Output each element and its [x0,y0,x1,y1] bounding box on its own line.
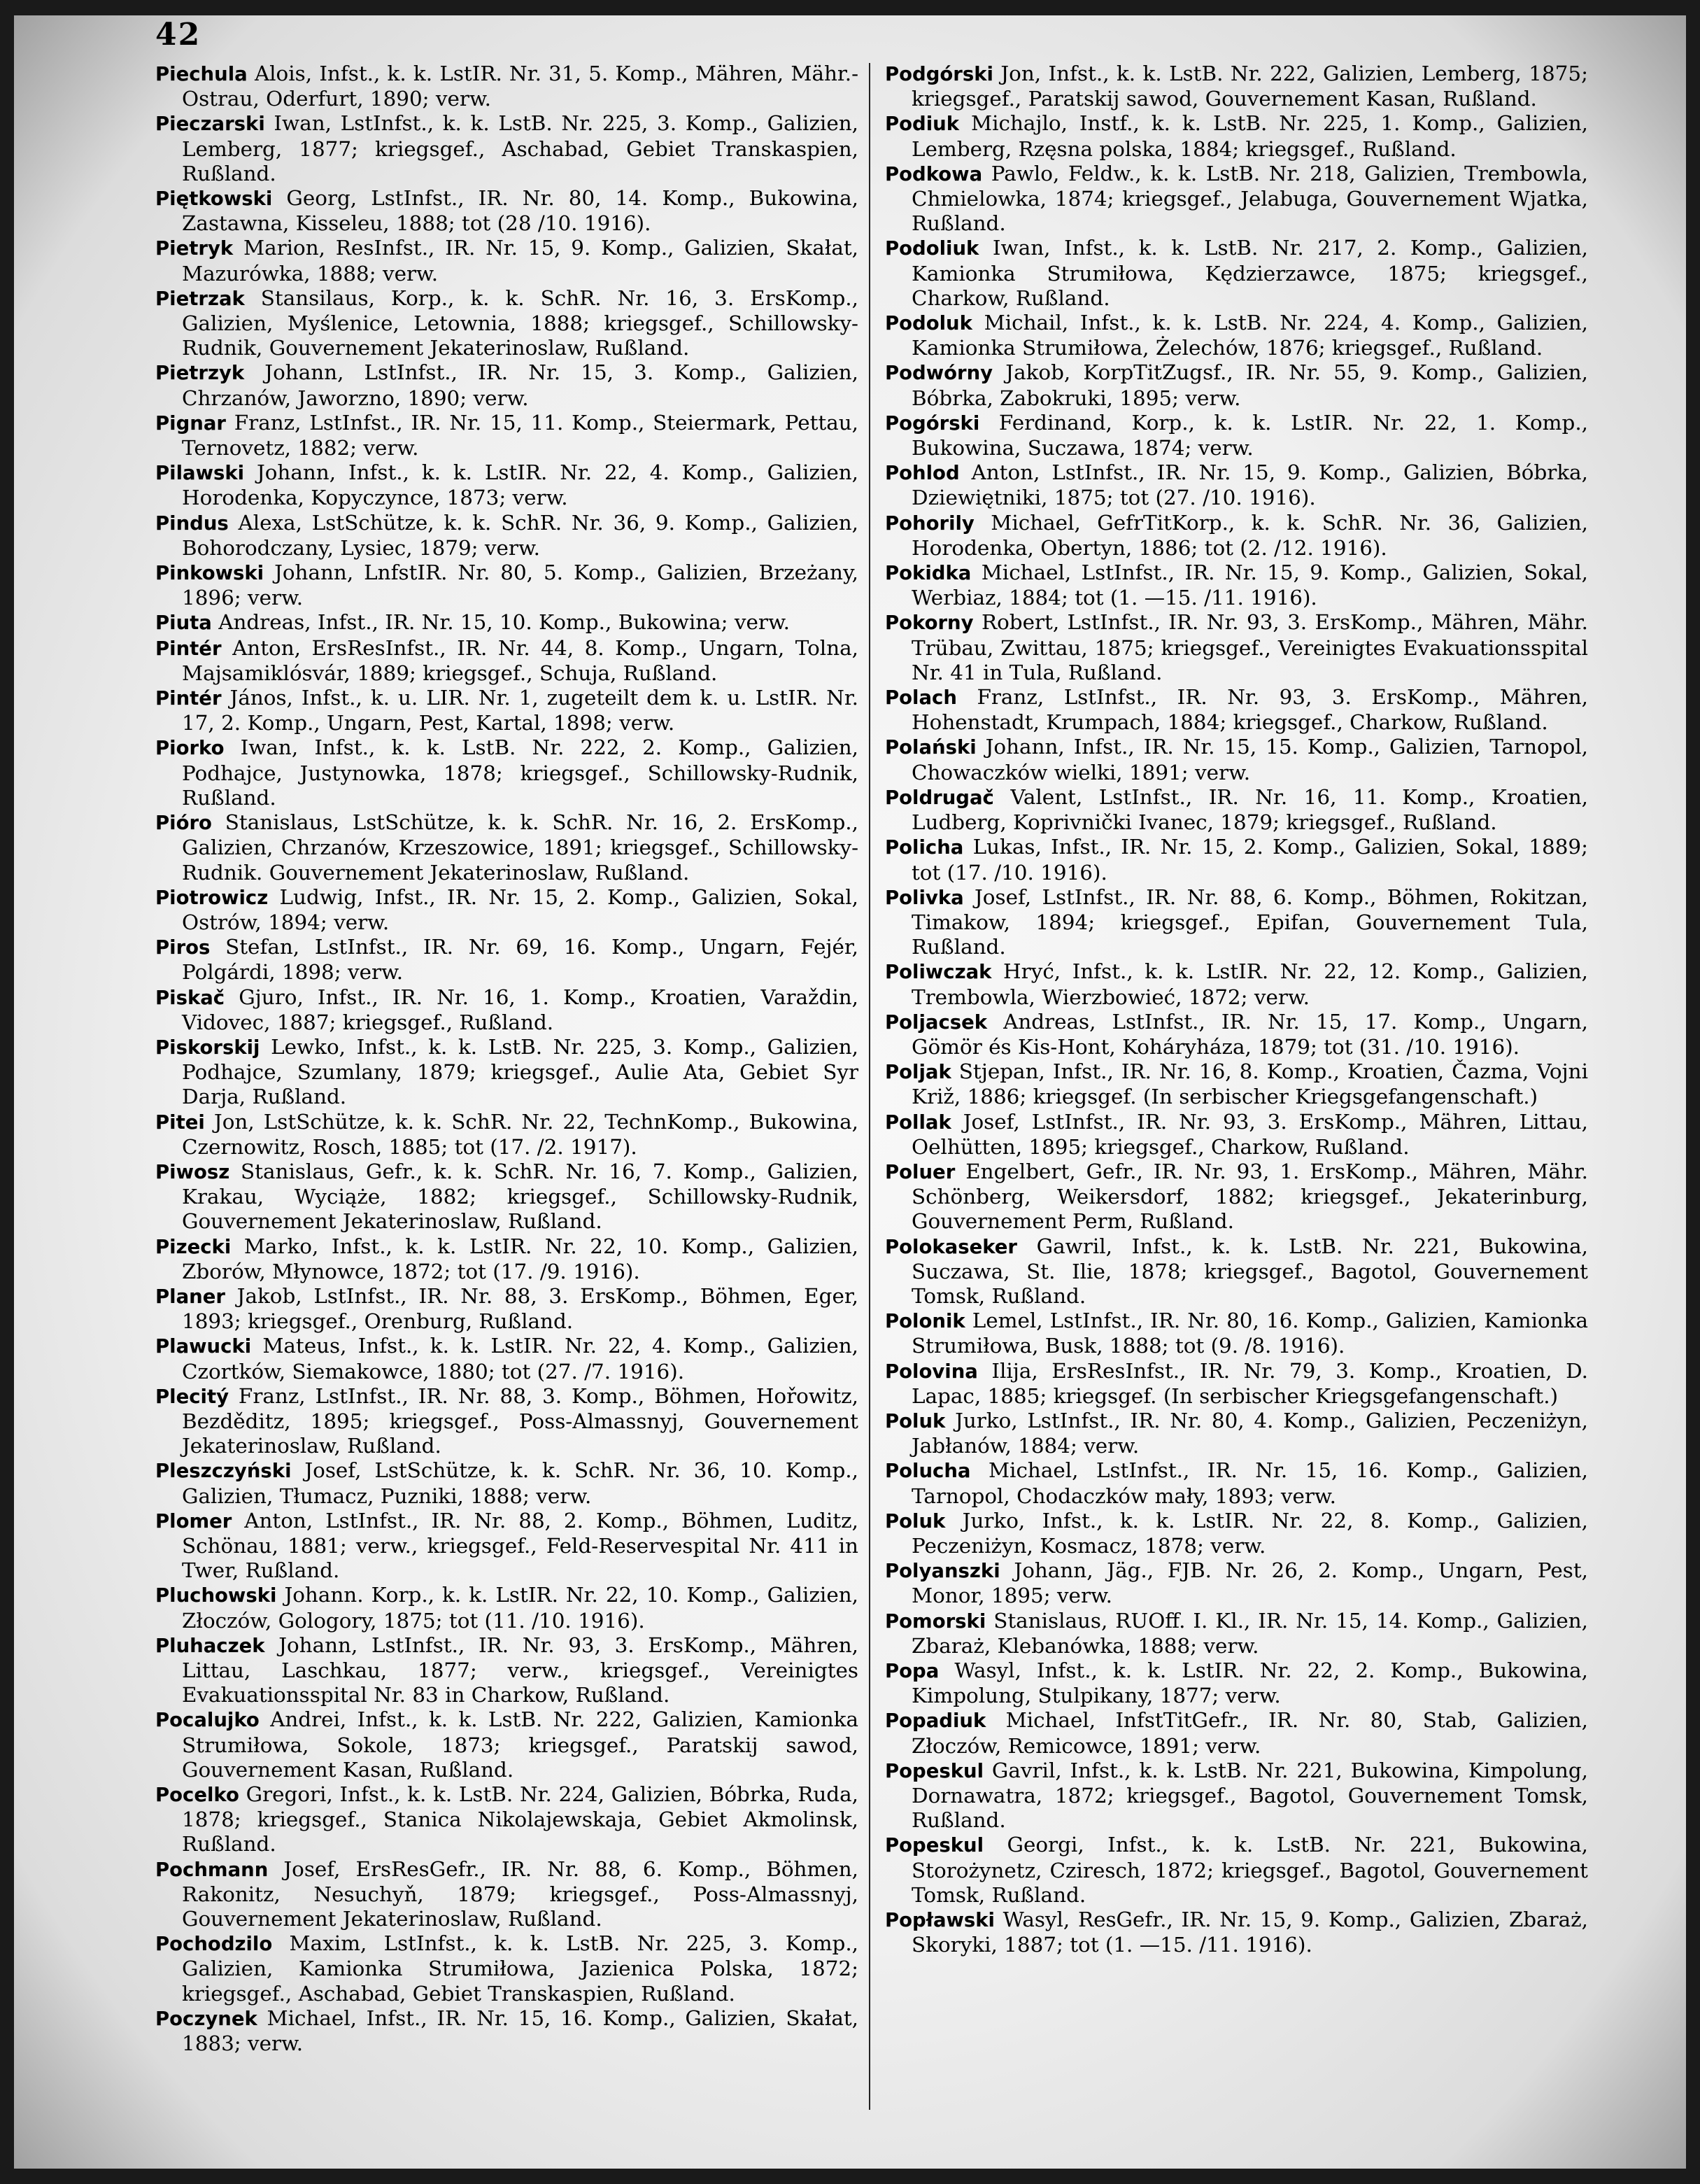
entry-surname: Pocalujko [155,1709,260,1732]
entry-details: Stansilaus, Korp., k. k. SchR. Nr. 16, 3. ErsKomp., Galizien, Myślenice, Letownia, 1888; kriegsgef., Schillowsky-Rudnik, Gouvernement Jekaterinoslaw, Rußland. [182,286,858,360]
list-item [155,411,858,460]
entry-details: Anton, ErsResInfst., IR. Nr. 44, 8. Komp., Ungarn, Tolna, Majsamiklósvár, 1889; kriegsgef., Schuja, Rußland. [182,635,859,685]
entry-surname: Pleszczyński [155,1460,292,1483]
entry-details: Ilija, ErsResInfst., IR. Nr. 79, 3. Komp., Kroatien, D. Lapac, 1885; kriegsgef. (In serbischer Kriegsgefangenschaft.) [912,1358,1588,1408]
scan-border-right [1686,0,1700,2184]
entry-surname: Popadiuk [885,1710,986,1733]
entry-surname: Popławski [885,1909,995,1932]
entry-surname: Pogórski [885,411,980,435]
entry-details: Jon, LstSchütze, k. k. SchR. Nr. 22, TechnKomp., Bukowina, Czernowitz, Rosch, 1885; tot (17. /2. 1917). [182,1109,858,1159]
entry-details: Anton, LstInfst., IR. Nr. 15, 9. Komp., Galizien, Bóbrka, Dziewiętniki, 1875; tot (27. /10. 1916). [912,460,1588,510]
entry-surname: Polovina [885,1360,978,1383]
left-column [155,62,858,2056]
entry-details: Wasyl, ResGefr., IR. Nr. 15, 9. Komp., Galizien, Zbaraż, Skoryki, 1887; tot (1. —15. /11. 1916). [912,1908,1589,1957]
entry-details: Robert, LstInfst., IR. Nr. 93, 3. ErsKomp., Mähren, Mähr. Trübau, Zwittau, 1875; kriegsgef., Vereinigtes Evakuationsspital Nr. 41 in Tula, Rußland. [912,610,1589,684]
entry-surname: Pochmann [155,1858,269,1881]
list-item [885,62,1588,111]
entry-surname: Polonik [885,1310,965,1333]
entry-details: Marion, ResInfst., IR. Nr. 15, 9. Komp., Galizien, Skałat, Mazurówka, 1888; verw. [182,236,858,286]
entry-surname: Podiuk [885,113,960,136]
entry-details: Mateus, Infst., k. k. LstIR. Nr. 22, 4. Komp., Galizien, Czortków, Siemakowce, 1880; tot (27. /7. 1916). [182,1334,858,1383]
list-item [885,311,1588,360]
entry-details: Stanislaus, RUOff. I. Kl., IR. Nr. 15, 14. Komp., Galizien, Zbaraż, Klebanówka, 1888; verw. [912,1608,1589,1658]
entry-surname: Popeskul [885,1759,984,1782]
entry-details: Josef, ErsResGefr., IR. Nr. 88, 6. Komp., Böhmen, Rakonitz, Nesuchyň, 1879; kriegsgef., Poss-Almassnyj, Gouvernement Jekaterinoslaw, Rußland. [182,1857,859,1931]
entry-details: Michael, InfstTitGefr., IR. Nr. 80, Stab, Galizien, Złoczów, Remicowce, 1891; verw. [912,1708,1589,1758]
list-item [155,985,858,1035]
entry-details: Jon, Infst., k. k. LstB. Nr. 222, Galizien, Lemberg, 1875; kriegsgef., Paratskij sawod, Gouvernement Kasan, Rußland. [912,62,1589,111]
entry-surname: Piskač [155,986,225,1009]
list-item [885,1558,1588,1608]
list-item [885,685,1588,735]
entry-details: Johann, LstInfst., IR. Nr. 93, 3. ErsKomp., Mähren, Littau, Laschkau, 1877; verw., kriegsgef., Vereinigtes Evakuationsspital Nr. 83 in Charkow, Rußland. [182,1633,858,1707]
entry-surname: Piskorskij [155,1036,260,1059]
list-item [885,1309,1588,1358]
list-item [155,1782,858,1857]
entry-details: Franz, LstInfst., IR. Nr. 93, 3. ErsKomp., Mähren, Hohenstadt, Krumpach, 1884; kriegsgef., Charkow, Rußland. [912,685,1589,735]
list-item [155,1334,858,1383]
entry-surname: Piorko [155,737,225,760]
entry-surname: Poliwczak [885,961,992,984]
list-item [155,1110,858,1160]
scan-border-bottom [0,2169,1700,2184]
list-item [885,411,1588,460]
list-item [155,610,858,635]
list-item [885,1359,1588,1409]
list-item [885,735,1588,784]
entry-surname: Podkowa [885,162,983,185]
entry-details: Stanislaus, Gefr., k. k. SchR. Nr. 16, 7. Komp., Galizien, Krakau, Wyciąże, 1882; kriegsgef., Schillowsky-Rudnik, Gouvernement Jekaterinoslaw, Rußland. [182,1159,859,1234]
entry-surname: Piuta [155,612,212,635]
entry-surname: Polokaseker [885,1235,1017,1258]
entry-details: Andreas, Infst., IR. Nr. 15, 10. Komp., Bukowina; verw. [218,610,790,635]
list-item [885,1110,1588,1160]
entry-surname: Podoliuk [885,237,979,260]
entry-surname: Poluer [885,1160,956,1183]
list-item [885,1458,1588,1508]
entry-details: Josef, LstInfst., IR. Nr. 93, 3. ErsKomp., Mähren, Littau, Oelhütten, 1895; kriegsgef., Charkow, Rußland. [912,1109,1588,1159]
entry-surname: Pochodzilo [155,1933,273,1956]
list-item [885,785,1588,835]
entry-surname: Pintér [155,687,222,710]
entry-details: János, Infst., k. u. LIR. Nr. 1, zugeteilt dem k. u. LstIR. Nr. 17, 2. Komp., Ungarn, Pest, Kartal, 1898; verw. [182,686,858,735]
entry-details: Andreas, LstInfst., IR. Nr. 15, 17. Komp., Ungarn, Gömör és Kis-Hont, Koháryháza, 1879; tot (31. /10. 1916). [912,1009,1588,1059]
entry-details: Iwan, Infst., k. k. LstB. Nr. 222, 2. Komp., Galizien, Podhajce, Justynowka, 1878; kriegsgef., Schillowsky-Rudnik, Rußland. [182,735,859,810]
entry-details: Engelbert, Gefr., IR. Nr. 93, 1. ErsKomp., Mähren, Mähr. Schönberg, Weikersdorf, 1882; kriegsgef., Jekaterinburg, Gouvernement Perm, Rußland. [912,1159,1588,1234]
list-item [155,810,858,885]
entry-details: Ludwig, Infst., IR. Nr. 15, 2. Komp., Galizien, Sokal, Ostrów, 1894; verw. [182,885,859,934]
entry-surname: Popa [885,1660,940,1682]
entry-surname: Pietrzak [155,287,245,310]
list-item [155,1035,858,1110]
entry-details: Gregori, Infst., k. k. LstB. Nr. 224, Galizien, Bóbrka, Ruda, 1878; kriegsgef., Stanica Nikolajewskaja, Gebiet Akmolinsk, Rußland. [182,1782,858,1857]
entry-details: Alexa, LstSchütze, k. k. SchR. Nr. 36, 9. Komp., Galizien, Bohorodczany, Lysiec, 1879; verw. [182,510,858,560]
entry-details: Johann, Infst., k. k. LstIR. Nr. 22, 4. Komp., Galizien, Horodenka, Kopyczynce, 1873; verw. [182,460,859,510]
entry-details: Johann, LstInfst., IR. Nr. 15, 3. Komp., Galizien, Chrzanów, Jaworzno, 1890; verw. [182,360,858,410]
entry-surname: Pintér [155,637,222,660]
entry-details: Josef, LstInfst., IR. Nr. 88, 6. Komp., Böhmen, Rokitzan, Timakow, 1894; kriegsgef., Epifan, Gouvernement Tula, Rußland. [912,885,1588,959]
entry-details: Michail, Infst., k. k. LstB. Nr. 224, 4. Komp., Galizien, Kamionka Strumiłowa, Żelechów, 1876; kriegsgef., Rußland. [912,311,1588,360]
list-item [155,62,858,111]
list-item [155,460,858,510]
entry-surname: Podwórny [885,362,993,385]
entry-details: Marko, Infst., k. k. LstIR. Nr. 22, 10. Komp., Galizien, Zborów, Młynowce, 1872; tot (17. /9. 1916). [182,1234,859,1283]
list-item [885,511,1588,561]
list-item [155,885,858,935]
entry-details: Georgi, Infst., k. k. LstB. Nr. 221, Bukowina, Storożynetz, Czirеsch, 1872; kriegsgef., Bagotol, Gouvernement Tomsk, Rußland. [912,1833,1589,1907]
list-item [885,1658,1588,1708]
entry-surname: Plecitý [155,1385,229,1408]
entry-surname: Planer [155,1285,225,1308]
entry-details: Franz, LstInfst., IR. Nr. 88, 3. Komp., Böhmen, Hořowitz, Bezděditz, 1895; kriegsgef., Poss-Almassnyj, Gouvernement Jekaterinoslaw, Rußland. [182,1383,859,1458]
entry-details: Iwan, Infst., k. k. LstB. Nr. 217, 2. Komp., Galizien, Kamionka Strumiłowa, Kędzierzawce, 1875; kriegsgef., Charkow, Rußland. [912,236,1589,310]
entry-details: Michael, LstInfst., IR. Nr. 15, 9. Komp., Galizien, Sokal, Werbiaz, 1884; tot (1. —15. /11. 1916). [912,561,1589,610]
entry-surname: Pomorski [885,1609,986,1633]
entry-details: Anton, LstInfst., IR. Nr. 88, 2. Komp., Böhmen, Luditz, Schönau, 1881; verw., kriegsgef., Feld-Reservespital Nr. 411 in Twer, Rußland. [182,1508,858,1583]
entry-surname: Pollak [885,1111,951,1134]
scan-border-left [0,0,14,2184]
entry-surname: Piechula [155,63,248,85]
entry-surname: Pokorny [885,612,974,635]
entry-surname: Piętkowski [155,188,273,211]
entry-surname: Pocelko [155,1784,239,1807]
entry-surname: Plawucki [155,1335,252,1358]
entry-details: Georg, LstInfst., IR. Nr. 80, 14. Komp., Bukowina, Zastawna, Kisseleu, 1888; tot (28 /10. 1916). [182,186,858,236]
list-item [155,511,858,561]
entry-surname: Pignar [155,411,226,435]
list-item [155,1458,858,1508]
entry-surname: Pióro [155,812,212,835]
entry-surname: Pohlod [885,462,960,485]
column-divider [869,63,870,2110]
scan-border-top [0,0,1700,15]
entry-surname: Piwosz [155,1160,230,1183]
list-item [155,1284,858,1334]
entry-details: Johann, Jäg., FJB. Nr. 26, 2. Komp., Ungarn, Pest, Monor, 1895; verw. [912,1558,1588,1608]
right-column [885,62,1588,1957]
entry-details: Johann. Korp., k. k. LstIR. Nr. 22, 10. Komp., Galizien, Złoczów, Gologory, 1875; tot (11. /10. 1916). [182,1583,858,1633]
entry-details: Stjepan, Infst., IR. Nr. 16, 8. Komp., Kroatien, Čazma, Vojni Križ, 1886; kriegsgef. (In serbischer Kriegsgefangenschaft.) [912,1059,1588,1109]
entry-details: Maxim, LstInfst., k. k. LstB. Nr. 225, 3. Komp., Galizien, Kamionka Strumiłowa, Jazienica Polska, 1872; kriegsgef., Aschabad, Gebiet Transkaspien, Rußland. [182,1931,859,2006]
list-item [885,1708,1588,1758]
entry-details: Michajlo, Instf., k. k. LstB. Nr. 225, 1. Komp., Galizien, Lemberg, Rzęsna polska, 1884; kriegsgef., Rußland. [912,111,1588,161]
list-item [155,1583,858,1633]
entry-details: Stanislaus, LstSchütze, k. k. SchR. Nr. 16, 2. ErsKomp., Galizien, Chrzanów, Krzeszowice, 1891; kriegsgef., Schillowsky-Rudnik. Gouvernement Jekaterinoslaw, Rußland. [182,810,858,885]
entry-surname: Poczynek [155,2007,257,2030]
list-item [155,186,858,236]
list-item [155,1384,858,1459]
entry-details: Jurko, Infst., k. k. LstIR. Nr. 22, 8. Komp., Galizien, Peczeniżyn, Kosmacz, 1878; verw. [912,1508,1588,1558]
list-item [885,959,1588,1009]
list-item [885,162,1588,237]
entry-surname: Pietrzyk [155,362,245,385]
list-item [155,1707,858,1782]
entry-surname: Polucha [885,1460,971,1483]
list-item [885,1908,1588,1957]
entry-details: Iwan, LstInfst., k. k. LstB. Nr. 225, 3. Komp., Galizien, Lemberg, 1877; kriegsgef., Aschabad, Gebiet Transkaspien, Rußland. [182,111,858,185]
entry-surname: Pokidka [885,562,972,585]
entry-surname: Policha [885,836,964,859]
entry-details: Jurko, LstInfst., IR. Nr. 80, 4. Komp., Galizien, Peczeniżyn, Jabłanów, 1884; verw. [912,1408,1588,1458]
list-item [885,1160,1588,1234]
list-item [885,1609,1588,1658]
entry-surname: Popeskul [885,1834,984,1857]
entry-details: Josef, LstSchütze, k. k. SchR. Nr. 36, 10. Komp., Galizien, Tłumacz, Puzniki, 1888; verw. [182,1458,858,1508]
entry-surname: Poluk [885,1409,946,1432]
entry-surname: Pluchowski [155,1584,277,1607]
list-item [155,1160,858,1234]
list-item [885,236,1588,311]
entry-surname: Pieczarski [155,113,265,136]
entry-details: Gjuro, Infst., IR. Nr. 16, 1. Komp., Kroatien, Varaždin, Vidovec, 1887; kriegsgef., Rußland. [182,985,858,1034]
list-item [885,561,1588,610]
entry-surname: Pitei [155,1111,205,1134]
entry-surname: Pizecki [155,1235,232,1258]
entry-surname: Poljak [885,1061,951,1084]
list-item [885,1234,1588,1309]
list-item [155,1633,858,1708]
list-item [155,1931,858,2006]
list-item [155,735,858,810]
entry-surname: Pinkowski [155,562,264,585]
entry-details: Alois, Infst., k. k. LstIR. Nr. 31, 5. Komp., Mähren, Mähr.-Ostrau, Oderfurt, 1890; verw. [182,62,859,111]
page-number: 42 [155,17,201,52]
list-item [885,1833,1588,1908]
entry-surname: Pohorily [885,512,975,535]
entry-details: Johann, LnfstIR. Nr. 80, 5. Komp., Galizien, Brzeżany, 1896; verw. [182,561,858,610]
entry-surname: Pilawski [155,462,245,485]
entry-details: Gawril, Infst., k. k. LstB. Nr. 221, Bukowina, Suczawa, St. Ilie, 1878; kriegsgef., Bagotol, Gouvernement Tomsk, Rußland. [912,1234,1588,1308]
entry-details: Lukas, Infst., IR. Nr. 15, 2. Komp., Galizien, Sokal, 1889; tot (17. /10. 1916). [912,835,1588,885]
list-item [885,1409,1588,1458]
list-item [155,2006,858,2056]
list-item [885,1759,1588,1833]
entry-details: Michael, GefrTitKorp., k. k. SchR. Nr. 36, Galizien, Horodenka, Obertyn, 1886; tot (2. /12. 1916). [912,510,1589,560]
entry-details: Michael, Infst., IR. Nr. 15, 16. Komp., Galizien, Skałat, 1883; verw. [182,2006,859,2056]
entry-surname: Podoluk [885,312,972,335]
entry-surname: Polyanszki [885,1560,1000,1583]
entry-details: Jakob, LstInfst., IR. Nr. 88, 3. ErsKomp., Böhmen, Eger, 1893; kriegsgef., Orenburg, Rußland. [182,1283,859,1334]
entry-surname: Pietryk [155,237,234,260]
entry-surname: Poluk [885,1509,946,1533]
list-item [155,636,858,686]
list-item [155,286,858,361]
list-item [155,1857,858,1932]
list-item [155,561,858,610]
entry-details: Andrei, Infst., k. k. LstB. Nr. 222, Galizien, Kamionka Strumiłowa, Sokole, 1873; kriegsgef., Paratskij sawod, Gouvernement Kasan, Rußland. [182,1707,858,1782]
entry-details: Lewko, Infst., k. k. LstB. Nr. 225, 3. Komp., Galizien, Podhajce, Szumlany, 1879; kriegsgef., Aulie Ata, Gebiet Syr Darja, Rußland. [182,1034,858,1109]
list-item [155,360,858,410]
entry-details: Johann, Infst., IR. Nr. 15, 15. Komp., Galizien, Tarnopol, Chowaczków wielki, 1891; verw. [912,735,1589,784]
entry-surname: Pindus [155,512,229,535]
list-item [885,610,1588,685]
list-item [155,686,858,735]
list-item [885,111,1588,161]
entry-surname: Podgórski [885,63,993,85]
list-item [155,935,858,985]
entry-details: Jakob, KorpTitZugsf., IR. Nr. 55, 9. Komp., Galizien, Bóbrka, Zabokruki, 1895; verw. [912,360,1588,410]
entry-details: Franz, LstInfst., IR. Nr. 15, 11. Komp., Steiermark, Pettau, Ternovetz, 1882; verw. [182,410,859,460]
entry-surname: Polach [885,686,957,710]
entry-details: Lemel, LstInfst., IR. Nr. 80, 16. Komp., Galizien, Kamionka Strumiłowa, Busk, 1888; tot (9. /8. 1916). [912,1309,1588,1358]
list-item [155,236,858,286]
entry-surname: Pluhaczek [155,1634,265,1657]
entry-details: Michael, LstInfst., IR. Nr. 15, 16. Komp., Galizien, Tarnopol, Chodaczków mały, 1893; verw. [912,1458,1589,1508]
list-item [885,835,1588,885]
list-item [885,1010,1588,1059]
entry-surname: Polański [885,736,977,759]
entry-details: Stefan, LstInfst., IR. Nr. 69, 16. Komp., Ungarn, Fejér, Polgárdi, 1898; verw. [182,935,859,985]
list-item [155,1234,858,1284]
entry-details: Gavril, Infst., k. k. LstB. Nr. 221, Bukowina, Kimpolung, Dornawatra, 1872; kriegsgef., Bagotol, Gouvernement Tomsk, Rußland. [912,1758,1588,1833]
list-item [885,460,1588,510]
list-item [885,360,1588,410]
entry-details: Pawlo, Feldw., k. k. LstB. Nr. 218, Galizien, Trembowla, Chmielowka, 1874; kriegsgef., Jelabuga, Gouvernement Wjatka, Rußland. [912,161,1589,236]
entry-surname: Poldrugač [885,786,994,809]
list-item [155,1509,858,1584]
entry-details: Wasyl, Infst., k. k. LstIR. Nr. 22, 2. Komp., Bukowina, Kimpolung, Stulpikany, 1877; verw. [912,1658,1588,1708]
list-item [885,1059,1588,1109]
entry-surname: Polivka [885,886,964,909]
entry-surname: Piros [155,936,211,959]
list-item [885,1509,1588,1558]
entry-details: Ferdinand, Korp., k. k. LstIR. Nr. 22, 1. Komp., Bukowina, Suczawa, 1874; verw. [912,410,1589,460]
entry-details: Hryć, Infst., k. k. LstIR. Nr. 22, 12. Komp., Galizien, Trembowla, Wierzbowieć, 1872; verw. [912,959,1589,1009]
entry-surname: Plomer [155,1509,232,1533]
entry-details: Valent, LstInfst., IR. Nr. 16, 11. Komp., Kroatien, Ludberg, Koprivnički Ivanec, 1879; kriegsgef., Rußland. [912,784,1589,835]
list-item [155,111,858,186]
entry-surname: Poljacsek [885,1010,988,1034]
list-item [885,885,1588,960]
entry-surname: Piotrowicz [155,886,269,909]
